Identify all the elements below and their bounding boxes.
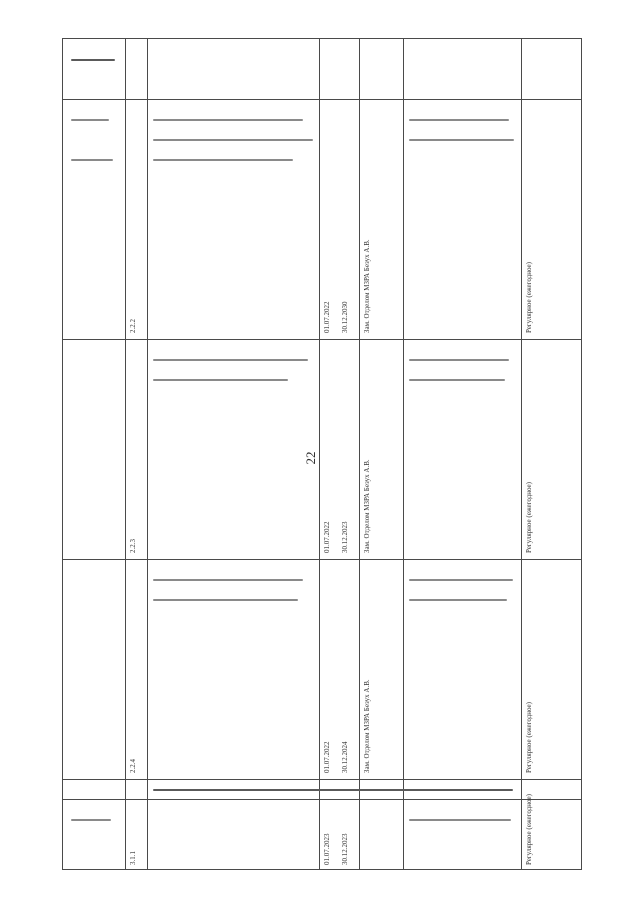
responsible: Зам. Отделом МЗРА Безух А.В. xyxy=(363,239,371,333)
text-placeholder xyxy=(409,599,507,601)
document-table xyxy=(62,38,582,870)
row-id: 2.2.3 xyxy=(129,539,137,553)
row-divider xyxy=(63,99,581,100)
text-placeholder xyxy=(71,119,109,121)
row-id: 2.2.2 xyxy=(129,319,137,333)
text-placeholder xyxy=(153,359,308,361)
text-placeholder xyxy=(153,579,303,581)
start-date: 01.07.2022 xyxy=(323,741,331,773)
end-date: 30.12.2023 xyxy=(341,833,349,865)
end-date: 30.12.2024 xyxy=(341,741,349,773)
text-placeholder xyxy=(153,379,288,381)
text-placeholder xyxy=(71,59,115,61)
row-divider xyxy=(63,339,581,340)
text-placeholder xyxy=(153,159,293,161)
column-divider xyxy=(147,39,148,869)
text-placeholder xyxy=(409,359,509,361)
start-date: 01.07.2022 xyxy=(323,301,331,333)
text-placeholder xyxy=(409,119,509,121)
start-date: 01.07.2022 xyxy=(323,521,331,553)
text-placeholder xyxy=(71,159,113,161)
row-divider xyxy=(63,779,581,780)
row-divider xyxy=(63,559,581,560)
result-type: Регулярное (ежегодное) xyxy=(525,794,533,865)
column-divider xyxy=(403,39,404,869)
column-divider xyxy=(319,39,320,869)
responsible: Зам. Отделом МЗРА Безух А.В. xyxy=(363,679,371,773)
column-divider xyxy=(125,39,126,869)
text-placeholder xyxy=(153,789,513,791)
text-placeholder xyxy=(409,379,505,381)
end-date: 30.12.2030 xyxy=(341,301,349,333)
text-placeholder xyxy=(153,599,298,601)
result-type: Регулярное (ежегодное) xyxy=(525,702,533,773)
end-date: 30.12.2023 xyxy=(341,521,349,553)
page-number: 22 xyxy=(303,451,318,465)
text-placeholder xyxy=(409,819,511,821)
column-divider xyxy=(359,39,360,869)
start-date: 01.07.2023 xyxy=(323,833,331,865)
text-placeholder xyxy=(153,119,303,121)
text-placeholder xyxy=(153,139,313,141)
column-divider xyxy=(521,39,522,869)
row-id: 2.2.4 xyxy=(129,759,137,773)
responsible: Зам. Отделом МЗРА Безух А.В. xyxy=(363,459,371,553)
text-placeholder xyxy=(71,819,111,821)
row-divider xyxy=(63,799,581,800)
row-id: 3.1.1 xyxy=(129,851,137,865)
text-placeholder xyxy=(409,139,514,141)
result-type: Регулярное (ежегодное) xyxy=(525,262,533,333)
result-type: Регулярное (ежегодное) xyxy=(525,482,533,553)
text-placeholder xyxy=(409,579,513,581)
